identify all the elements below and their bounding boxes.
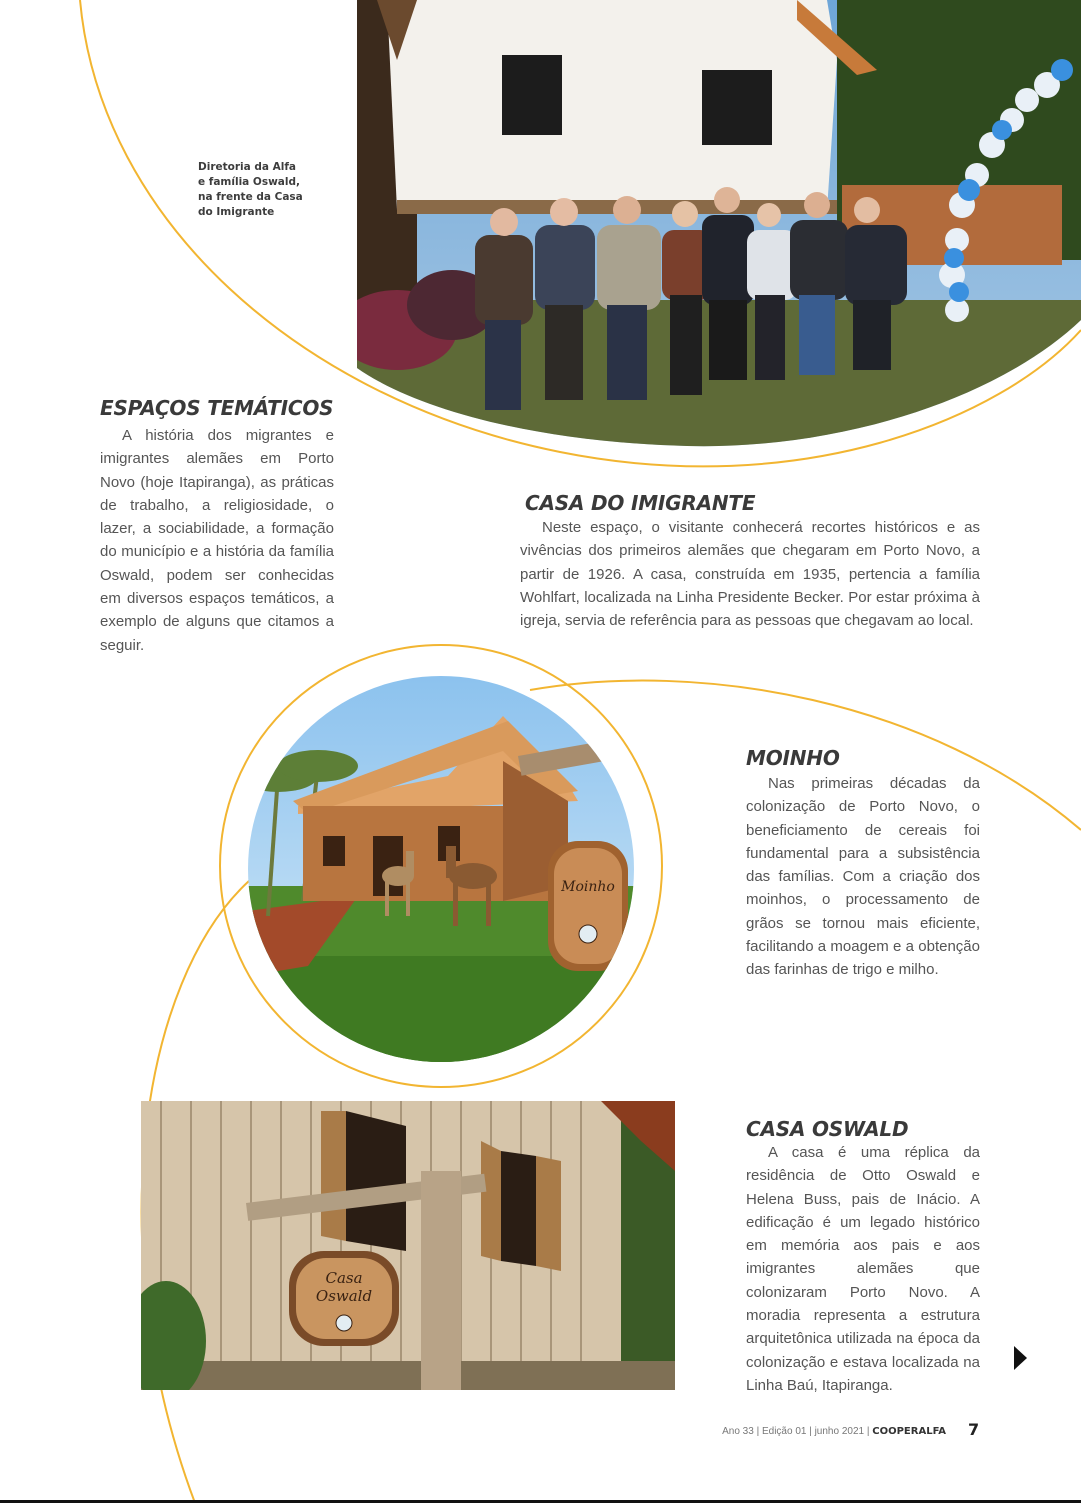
text-moinho: Nas primeiras décadas da colonização de Porto Novo, o beneficiamento de cereais foi fundamental para a subsistência das famílias. Com a criação dos moinhos, o processamento de grãos se tornou mais eficiente, facilitando a moagem e a obtenção das farinhas de trigo e milho. xyxy=(746,775,980,979)
caption-line: na frente da Casa xyxy=(198,191,303,203)
photo-casa-oswald xyxy=(141,1101,675,1390)
photo-casa-do-imigrante-group xyxy=(357,0,1081,450)
caption-line: Diretoria da Alfa xyxy=(198,161,297,173)
sign-oswald-text: Oswald xyxy=(315,1287,373,1305)
footer-brand: COOPERALFA xyxy=(872,1426,946,1437)
text-casa-oswald: A casa é uma réplica da residência de Otto Oswald e Helena Buss, pais de Inácio. A edificação é um legado histórico em memória aos pais e aos imigrantes alemães que colonizaram Porto Novo. A moradia representa a estrutura arquitetônica utilizada na época da colonização e estava localizada na Linha Baú, Itapiranga. xyxy=(746,1144,980,1394)
text-espacos-tematicos: A história dos migrantes e imigrantes alemães em Porto Novo (hoje Itapiranga), as práticas de trabalho, a religiosidade, o lazer, a sociabilidade, a formação do município e a história da família Oswald, podem ser conhecidas em diversos espaços temáticos, a exemplo de alguns que citamos a seguir. xyxy=(100,427,334,654)
sign-casa-text: Casa xyxy=(325,1269,363,1287)
footer-issue-text: Ano 33 | Edição 01 | junho 2021 | xyxy=(722,1426,870,1437)
heading-casa-do-imigrante: CASA DO IMIGRANTE xyxy=(525,491,756,515)
photo-caption xyxy=(198,160,318,220)
page-number: 7 xyxy=(968,1420,980,1439)
heading-moinho: MOINHO xyxy=(746,746,840,770)
footer-issue xyxy=(722,1426,946,1437)
heading-espacos-tematicos: ESPAÇOS TEMÁTICOS xyxy=(100,396,334,420)
caption-line: do Imigrante xyxy=(198,206,275,218)
heading-casa-oswald: CASA OSWALD xyxy=(746,1117,909,1141)
caption-line: e família Oswald, xyxy=(198,176,300,188)
next-page-arrow-icon[interactable] xyxy=(1014,1346,1027,1370)
photo-moinho xyxy=(248,676,634,1062)
text-casa-do-imigrante: Neste espaço, o visitante conhecerá recortes históricos e as vivências dos primeiros alemães que chegaram em Porto Novo, a partir de 1926. A casa, construída em 1935, pertencia a família Wohlfart, localizada na Linha Presidente Becker. Por estar próxima à igreja, servia de referência para as pessoas que chegavam ao local. xyxy=(520,519,980,630)
sign-moinho-text: Moinho xyxy=(561,879,615,895)
